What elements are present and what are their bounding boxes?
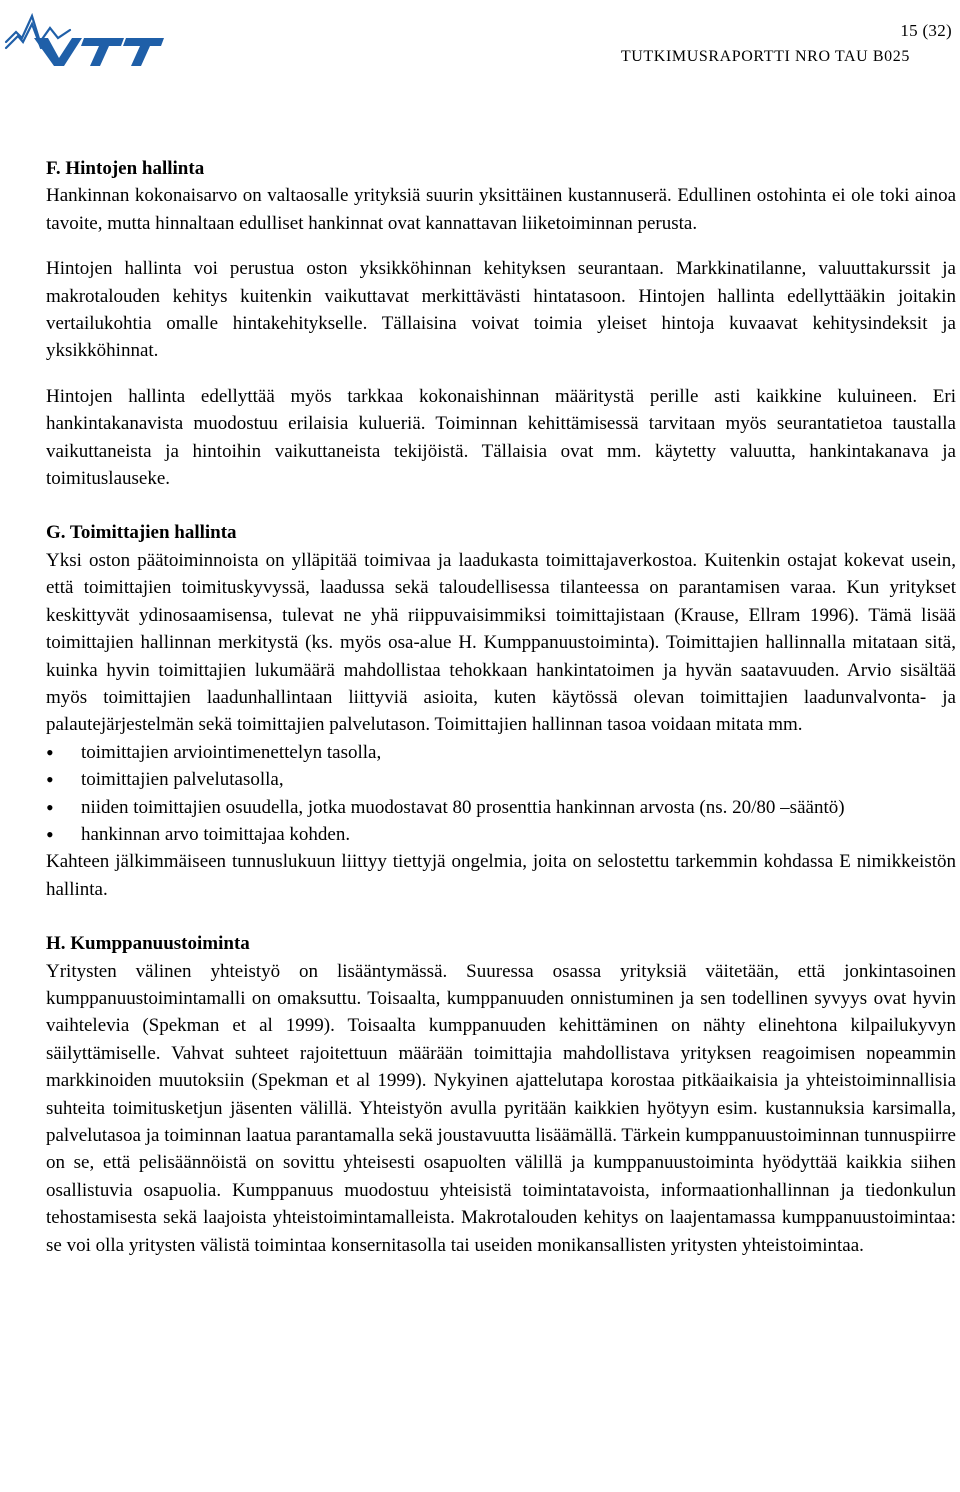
section-g-paragraph-2: Kahteen jälkimmäiseen tunnuslukuun liittyy tiettyjä ongelmia, joita on selostettu tarkemmin kohdassa E nimikkeistön hallinta. xyxy=(46,851,956,900)
section-f-paragraph-3: Hintojen hallinta edellyttää myös tarkkaa kokonaishinnan määritystä perille asti kaikkine kuluineen. Eri hankintakanavista muodostuu erilaisia kulueriä. Toiminnan kehittämisessä tarvitaan myös seurantatietoa taustalla vaikuttaneista ja hintoihin vaikuttaneista tekijöistä. Tällaisia ovat mm. käytetty valuutta, hankintakanava ja toimituslauseke. xyxy=(46,385,956,490)
list-item: • hankinnan arvo toimittajaa kohden. xyxy=(46,821,956,848)
list-item: • toimittajien palvelutasolla, xyxy=(46,766,956,793)
section-g-bullet-list xyxy=(46,739,956,849)
section-h-paragraph-1: Yritysten välinen yhteistyö on lisääntymässä. Suuressa osassa yrityksiä väitetään, että jonkintasoinen kumppanuustoimintamalli on omaksuttu. Toisaalta, kumppanuuden onnistuminen ja sen todellinen syvyys ovat hyvin vaihtelevia (Spekman et al 1999). Toisaalta kumppanuuden kehittäminen on nähty elinehtona kilpailukyvyn säilyttämiselle. Vahvat suhteet rajoitettuun määrään toimittajia mahdollistava yrityksen reagoimisen nopeammin markkinoiden muutoksiin (Spekman et al 1999). Nykyinen ajattelutapa korostaa pitkäaikaisia ja yhteistoiminnallisia suhteita toimitusketjun jäsenten välillä. Yhteistyön avulla pyritään kaikkien hyötyyn esim. kustannuksia karsimalla, palvelutasoa ja toiminnan laatua parantamalla sekä joustavuutta lisäämällä. Tärkein kumppanuustoiminnan tunnuspiirre on se, että pelisäännöistä on sovittu yhteisesti osapuolten välillä ja kumppanuustoiminta hyödyttää kaikkia siihen osallistuvia osapuolia. Kumppanuus muodostuu yhteisistä toimintatavoista, informaationhallinnan ja tiedonkulun tehostamisesta sekä laajoista yhteistoimintamalleista. Makrotalouden kehitys on laajentamassa kumppanuustoimintaa: se voi olla yritysten välistä toimintaa konsernitasolla tai useiden monikansallisten yritysten yhteistoimintaa. xyxy=(46,960,956,1256)
report-id: TUTKIMUSRAPORTTI NRO TAU B025 xyxy=(620,48,910,65)
section-g-heading: G. Toimittajien hallinta xyxy=(46,522,237,544)
vtt-letters xyxy=(34,38,164,66)
section-h-heading: H. Kumppanuustoiminta xyxy=(46,933,250,955)
page-number: 15 (32) xyxy=(900,21,952,40)
section-f-paragraph-1: Hankinnan kokonaisarvo on valtaosalle yrityksiä suurin yksittäinen kustannuserä. Edullinen ostohinta ei ole toki ainoa tavoite, mutta hinnaltaan edulliset hankinnat ovat kannattavan liiketoiminnan perusta. xyxy=(46,185,956,234)
document-body xyxy=(46,155,956,1259)
section-f-paragraph-2: Hintojen hallinta voi perustua oston yksikköhinnan kehityksen seurantaan. Markkinatilanne, valuuttakurssit ja makrotalouden kehitys kuitenkin vaikuttavat merkittävästi hintatasoon. Hintojen hallinta edellyttääkin joitakin vertailukohtia omalle hintakehitykselle. Tällaisina voivat toimia yleiset hintoja kuvaavat kehitysindeksit ja yksikköhinnat. xyxy=(46,258,956,362)
list-item: • niiden toimittajien osuudella, jotka muodostavat 80 prosenttia hankinnan arvosta (ns. 20/80 –sääntö) xyxy=(46,794,956,821)
section-g-paragraph-1: Yksi oston päätoiminnoista on ylläpitää toimivaa ja laadukasta toimittajaverkostoa. Kuitenkin ostajat kokevat usein, että toimittajien toimituskyvyssä, laadussa sekä taloudellisessa tilanteessa on parantamisen varaa. Kun yritykset keskittyvät ydinosaamisensa, tulevat ne yhä riippuvaisimmiksi toimittajistaan (Krause, Ellram 1996). Tämä lisää toimittajien hallinnan merkitystä (ks. myös osa-alue H. Kumppanuustoiminta). Toimittajien hallinnalla mitataan sitä, kuinka hyvin toimittajien lukumäärä mahdollistaa tehokkaan hankintatoimen ja hyvän saatavuuden. Arvio sisältää myös toimittajien laadunhallintaan liittyviä asioita, kuten käytössä olevan toimittajien laadunvalvonta- ja palautejärjestelmän sekä toimittajien palvelutason. Toimittajien hallinnan tasoa voidaan mitata mm. xyxy=(46,549,956,736)
section-f-heading: F. Hintojen hallinta xyxy=(46,158,205,179)
vtt-logo xyxy=(4,8,164,66)
list-item: • toimittajien arviointimenettelyn tasolla, xyxy=(46,739,956,766)
